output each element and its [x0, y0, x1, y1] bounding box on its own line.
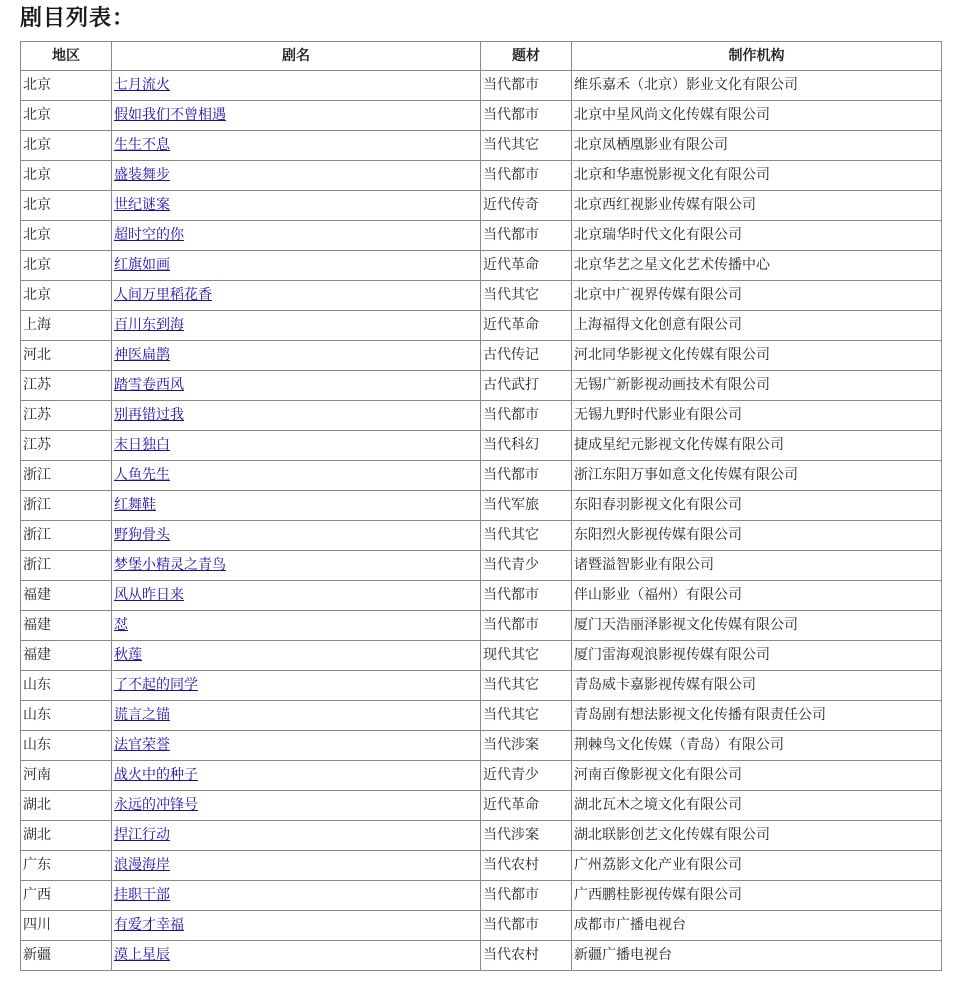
- drama-title-link[interactable]: 盛装舞步: [114, 167, 170, 183]
- cell-title: [112, 551, 481, 581]
- table-row: [21, 161, 942, 191]
- drama-title-link[interactable]: 人间万里稻花香: [114, 287, 212, 303]
- cell-company: 新疆广播电视台: [572, 941, 942, 971]
- cell-region: 北京: [21, 251, 112, 281]
- drama-title-link[interactable]: 超时空的你: [114, 227, 184, 243]
- cell-company: 东阳烈火影视传媒有限公司: [572, 521, 942, 551]
- cell-genre: 当代都市: [481, 401, 572, 431]
- table-row: [21, 641, 942, 671]
- cell-company: 伴山影业（福州）有限公司: [572, 581, 942, 611]
- table-row: [21, 221, 942, 251]
- cell-genre: 当代都市: [481, 71, 572, 101]
- cell-genre: 当代都市: [481, 911, 572, 941]
- cell-company: 河北同华影视文化传媒有限公司: [572, 341, 942, 371]
- drama-title-link[interactable]: 神医扁鹊: [114, 347, 170, 363]
- table-row: [21, 551, 942, 581]
- cell-title: [112, 671, 481, 701]
- cell-genre: 近代青少: [481, 761, 572, 791]
- drama-title-link[interactable]: 红旗如画: [114, 257, 170, 273]
- cell-region: 北京: [21, 161, 112, 191]
- cell-genre: 当代其它: [481, 671, 572, 701]
- cell-title: [112, 431, 481, 461]
- table-row: [21, 461, 942, 491]
- cell-company: 河南百像影视文化有限公司: [572, 761, 942, 791]
- drama-title-link[interactable]: 人鱼先生: [114, 467, 170, 483]
- cell-company: 无锡广新影视动画技术有限公司: [572, 371, 942, 401]
- table-row: [21, 791, 942, 821]
- cell-company: 北京瑞华时代文化有限公司: [572, 221, 942, 251]
- cell-company: 东阳春羽影视文化有限公司: [572, 491, 942, 521]
- cell-genre: 近代革命: [481, 311, 572, 341]
- cell-title: [112, 851, 481, 881]
- drama-title-link[interactable]: 别再错过我: [114, 407, 184, 423]
- cell-title: [112, 611, 481, 641]
- cell-genre: 当代青少: [481, 551, 572, 581]
- cell-title: [112, 371, 481, 401]
- cell-company: 厦门雷海观浪影视传媒有限公司: [572, 641, 942, 671]
- cell-title: [112, 221, 481, 251]
- cell-region: 北京: [21, 191, 112, 221]
- table-row: [21, 761, 942, 791]
- cell-genre: 当代都市: [481, 581, 572, 611]
- cell-company: 北京和华惠悦影视文化有限公司: [572, 161, 942, 191]
- table-row: [21, 941, 942, 971]
- cell-title: [112, 821, 481, 851]
- drama-title-link[interactable]: 野狗骨头: [114, 527, 170, 543]
- cell-title: [112, 701, 481, 731]
- drama-title-link[interactable]: 七月流火: [114, 77, 170, 93]
- cell-genre: 当代军旅: [481, 491, 572, 521]
- cell-title: [112, 941, 481, 971]
- cell-company: 无锡九野时代影业有限公司: [572, 401, 942, 431]
- cell-genre: 当代都市: [481, 461, 572, 491]
- cell-region: 河南: [21, 761, 112, 791]
- cell-genre: 当代都市: [481, 161, 572, 191]
- cell-genre: 近代革命: [481, 251, 572, 281]
- drama-title-link[interactable]: 假如我们不曾相遇: [114, 107, 226, 123]
- cell-genre: 当代都市: [481, 101, 572, 131]
- cell-genre: 当代都市: [481, 611, 572, 641]
- cell-title: [112, 641, 481, 671]
- cell-region: 浙江: [21, 491, 112, 521]
- cell-company: 厦门天浩丽泽影视文化传媒有限公司: [572, 611, 942, 641]
- cell-company: 青岛威卡嘉影视传媒有限公司: [572, 671, 942, 701]
- drama-title-link[interactable]: 漠上星辰: [114, 947, 170, 963]
- cell-title: [112, 731, 481, 761]
- cell-title: [112, 401, 481, 431]
- cell-region: 新疆: [21, 941, 112, 971]
- cell-region: 福建: [21, 611, 112, 641]
- table-row: [21, 611, 942, 641]
- cell-genre: 当代涉案: [481, 731, 572, 761]
- drama-title-link[interactable]: 百川东到海: [114, 317, 184, 333]
- table-row: [21, 101, 942, 131]
- cell-genre: 当代农村: [481, 941, 572, 971]
- drama-title-link[interactable]: 战火中的种子: [114, 767, 198, 783]
- table-row: [21, 851, 942, 881]
- drama-title-link[interactable]: 捍江行动: [114, 827, 170, 843]
- drama-title-link[interactable]: 秋莲: [114, 647, 142, 663]
- drama-title-link[interactable]: 风从昨日来: [114, 587, 184, 603]
- cell-region: 湖北: [21, 791, 112, 821]
- cell-company: 成都市广播电视台: [572, 911, 942, 941]
- cell-company: 广州荔影文化产业有限公司: [572, 851, 942, 881]
- cell-genre: 当代其它: [481, 701, 572, 731]
- cell-region: 广西: [21, 881, 112, 911]
- cell-title: [112, 281, 481, 311]
- cell-title: [112, 911, 481, 941]
- table-header-row: [21, 42, 942, 71]
- cell-region: 江苏: [21, 431, 112, 461]
- header-company: 制作机构: [572, 42, 942, 71]
- cell-genre: 近代革命: [481, 791, 572, 821]
- table-row: [21, 491, 942, 521]
- cell-company: 湖北瓦木之境文化有限公司: [572, 791, 942, 821]
- cell-company: 青岛剧有想法影视文化传播有限责任公司: [572, 701, 942, 731]
- cell-title: [112, 521, 481, 551]
- cell-region: 北京: [21, 71, 112, 101]
- table-row: [21, 881, 942, 911]
- cell-company: 湖北联影创艺文化传媒有限公司: [572, 821, 942, 851]
- table-row: [21, 131, 942, 161]
- cell-title: [112, 131, 481, 161]
- cell-title: [112, 791, 481, 821]
- cell-genre: 近代传奇: [481, 191, 572, 221]
- drama-title-link[interactable]: 有爱才幸福: [114, 917, 184, 933]
- cell-genre: 当代农村: [481, 851, 572, 881]
- cell-region: 北京: [21, 281, 112, 311]
- cell-genre: 古代武打: [481, 371, 572, 401]
- cell-company: 诸暨溢智影业有限公司: [572, 551, 942, 581]
- drama-title-link[interactable]: 法官荣誉: [114, 737, 170, 753]
- cell-region: 北京: [21, 101, 112, 131]
- cell-company: 北京西红视影业传媒有限公司: [572, 191, 942, 221]
- cell-region: 河北: [21, 341, 112, 371]
- cell-genre: 古代传记: [481, 341, 572, 371]
- table-row: [21, 521, 942, 551]
- cell-company: 维乐嘉禾（北京）影业文化有限公司: [572, 71, 942, 101]
- cell-company: 浙江东阳万事如意文化传媒有限公司: [572, 461, 942, 491]
- table-row: [21, 911, 942, 941]
- cell-company: 捷成星纪元影视文化传媒有限公司: [572, 431, 942, 461]
- table-row: [21, 701, 942, 731]
- cell-region: 广东: [21, 851, 112, 881]
- table-row: [21, 431, 942, 461]
- table-row: [21, 581, 942, 611]
- cell-company: 北京凤栖凰影业有限公司: [572, 131, 942, 161]
- drama-list-table: [20, 41, 942, 971]
- cell-title: [112, 251, 481, 281]
- table-body: [21, 71, 942, 971]
- cell-genre: 当代其它: [481, 131, 572, 161]
- cell-company: 北京华艺之星文化艺术传播中心: [572, 251, 942, 281]
- header-title: 剧名: [112, 42, 481, 71]
- cell-genre: 当代科幻: [481, 431, 572, 461]
- table-row: [21, 821, 942, 851]
- cell-genre: 当代涉案: [481, 821, 572, 851]
- cell-region: 浙江: [21, 551, 112, 581]
- cell-title: [112, 881, 481, 911]
- cell-genre: 当代都市: [481, 881, 572, 911]
- cell-region: 浙江: [21, 461, 112, 491]
- table-row: [21, 281, 942, 311]
- cell-region: 江苏: [21, 371, 112, 401]
- table-row: [21, 731, 942, 761]
- cell-region: 山东: [21, 731, 112, 761]
- cell-company: 广西鹏桂影视传媒有限公司: [572, 881, 942, 911]
- header-genre: 题材: [481, 42, 572, 71]
- cell-title: [112, 461, 481, 491]
- cell-region: 福建: [21, 641, 112, 671]
- cell-region: 北京: [21, 221, 112, 251]
- cell-company: 上海福得文化创意有限公司: [572, 311, 942, 341]
- cell-region: 北京: [21, 131, 112, 161]
- table-row: [21, 371, 942, 401]
- cell-region: 福建: [21, 581, 112, 611]
- cell-company: 北京中星风尚文化传媒有限公司: [572, 101, 942, 131]
- header-region: 地区: [21, 42, 112, 71]
- cell-genre: 当代都市: [481, 221, 572, 251]
- drama-title-link[interactable]: 挂职干部: [114, 887, 170, 903]
- cell-region: 湖北: [21, 821, 112, 851]
- drama-title-link[interactable]: 浪漫海岸: [114, 857, 170, 873]
- cell-title: [112, 761, 481, 791]
- cell-title: [112, 491, 481, 521]
- cell-title: [112, 71, 481, 101]
- cell-title: [112, 581, 481, 611]
- cell-genre: 当代其它: [481, 521, 572, 551]
- cell-region: 上海: [21, 311, 112, 341]
- cell-region: 浙江: [21, 521, 112, 551]
- drama-title-link[interactable]: 怼: [114, 617, 128, 633]
- table-row: [21, 251, 942, 281]
- table-row: [21, 311, 942, 341]
- table-row: [21, 191, 942, 221]
- cell-region: 山东: [21, 701, 112, 731]
- cell-region: 山东: [21, 671, 112, 701]
- cell-title: [112, 341, 481, 371]
- drama-title-link[interactable]: 了不起的同学: [114, 677, 198, 693]
- drama-title-link[interactable]: 世纪谜案: [114, 197, 170, 213]
- cell-genre: 当代其它: [481, 281, 572, 311]
- drama-title-link[interactable]: 永远的冲锋号: [114, 797, 198, 813]
- table-row: [21, 671, 942, 701]
- table-row: [21, 401, 942, 431]
- table-row: [21, 71, 942, 101]
- table-row: [21, 341, 942, 371]
- cell-title: [112, 311, 481, 341]
- cell-region: 江苏: [21, 401, 112, 431]
- drama-title-link[interactable]: 生生不息: [114, 137, 170, 153]
- cell-genre: 现代其它: [481, 641, 572, 671]
- page-title: 剧目列表：: [20, 6, 136, 31]
- cell-title: [112, 101, 481, 131]
- drama-title-link[interactable]: 谎言之锚: [114, 707, 170, 723]
- cell-company: 荆棘鸟文化传媒（青岛）有限公司: [572, 731, 942, 761]
- cell-title: [112, 191, 481, 221]
- drama-title-link[interactable]: 梦堡小精灵之青鸟: [114, 557, 226, 573]
- drama-title-link[interactable]: 红舞鞋: [114, 497, 156, 513]
- cell-company: 北京中广视界传媒有限公司: [572, 281, 942, 311]
- drama-title-link[interactable]: 末日独白: [114, 437, 170, 453]
- cell-title: [112, 161, 481, 191]
- drama-title-link[interactable]: 踏雪卷西风: [114, 377, 184, 393]
- cell-region: 四川: [21, 911, 112, 941]
